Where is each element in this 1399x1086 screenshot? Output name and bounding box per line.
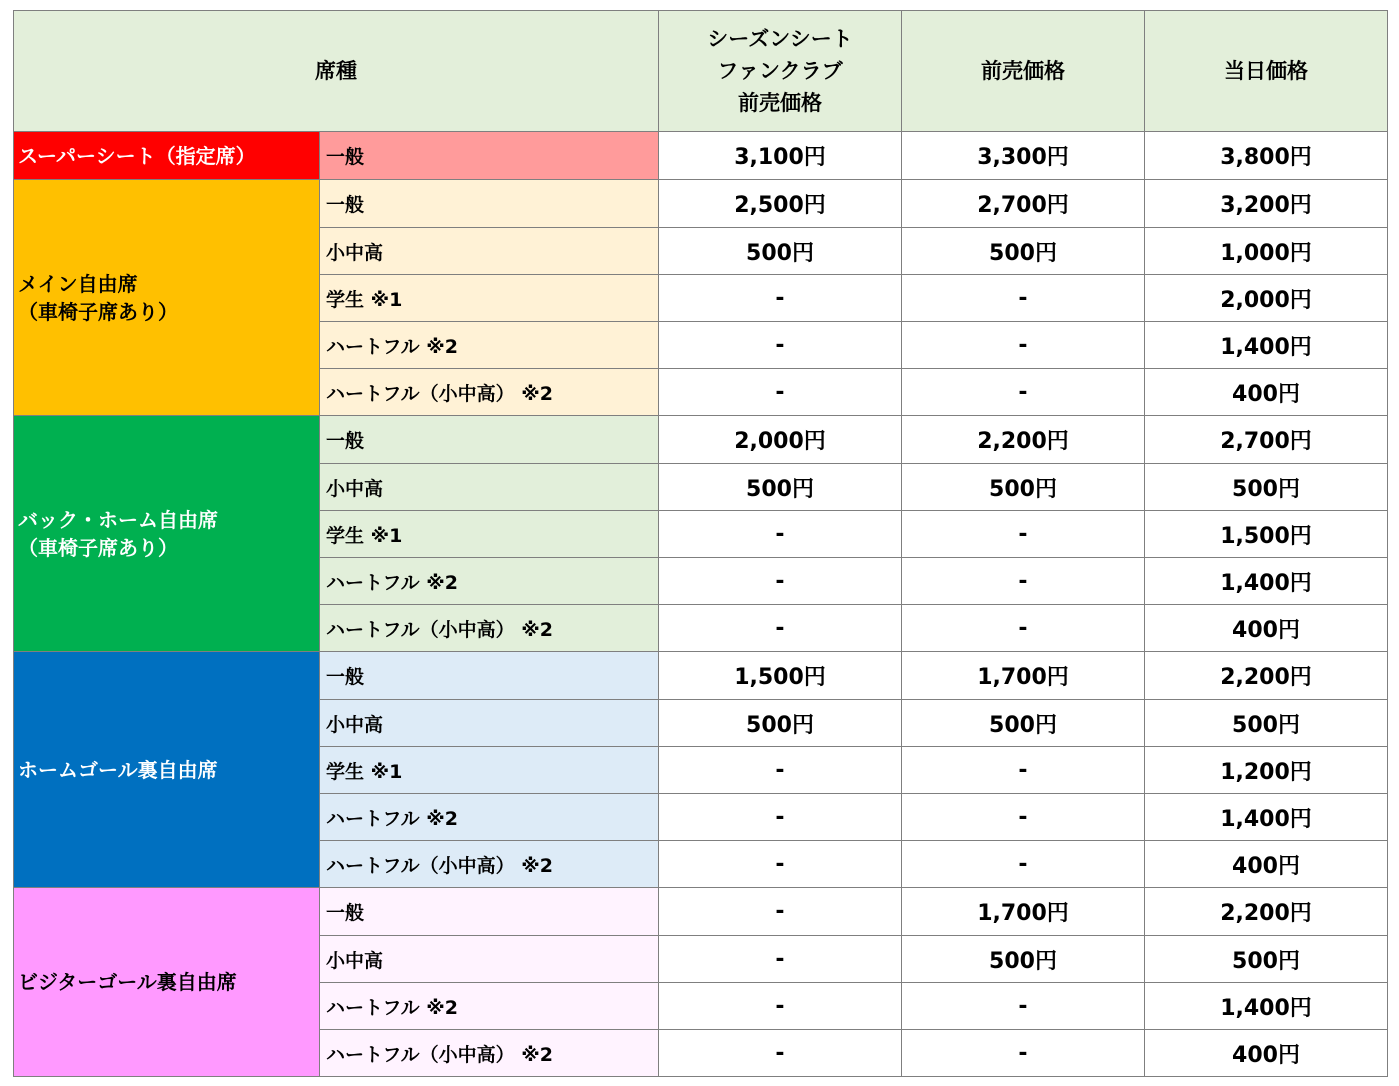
ticket-category: 一般 — [320, 416, 659, 464]
sameday-price-cell: 1,500円 — [1145, 511, 1388, 558]
sameday-price-cell: 3,200円 — [1145, 180, 1388, 228]
season-price-cell: - — [659, 322, 902, 369]
ticket-category: ハートフル（小中高） ※2 — [320, 841, 659, 888]
sameday-price-cell: 1,400円 — [1145, 558, 1388, 605]
ticket-category: 一般 — [320, 180, 659, 228]
advance-price-cell: 2,200円 — [902, 416, 1145, 464]
advance-price-cell: 3,300円 — [902, 132, 1145, 180]
sameday-price-cell: 2,200円 — [1145, 888, 1388, 936]
sameday-price-cell: 2,000円 — [1145, 275, 1388, 322]
advance-price-cell: - — [902, 322, 1145, 369]
advance-price-cell: - — [902, 558, 1145, 605]
season-price-cell: 500円 — [659, 700, 902, 747]
advance-price-cell: - — [902, 369, 1145, 416]
advance-price-cell: 500円 — [902, 700, 1145, 747]
ticket-category: 一般 — [320, 132, 659, 180]
table-row — [14, 180, 1388, 228]
header-advance-label: 前売価格 — [981, 59, 1065, 83]
seat-group-name — [14, 416, 320, 652]
ticket-category: 学生 ※1 — [320, 747, 659, 794]
header-sameday-price — [1145, 11, 1388, 132]
sameday-price-cell: 1,400円 — [1145, 322, 1388, 369]
season-price-cell: - — [659, 794, 902, 841]
sameday-price-cell: 1,000円 — [1145, 228, 1388, 275]
header-seat-type — [14, 11, 659, 132]
season-price-cell: - — [659, 1030, 902, 1077]
season-price-cell: - — [659, 841, 902, 888]
season-price-cell: - — [659, 936, 902, 983]
seat-group-name-line: （車椅子席あり） — [18, 535, 178, 560]
ticket-category: 小中高 — [320, 700, 659, 747]
header-season-price — [659, 11, 902, 132]
advance-price-cell: - — [902, 747, 1145, 794]
seat-group-name — [14, 652, 320, 888]
ticket-category: 小中高 — [320, 228, 659, 275]
season-price-cell: - — [659, 558, 902, 605]
ticket-category: ハートフル（小中高） ※2 — [320, 1030, 659, 1077]
seat-group-name-line: メイン自由席 — [18, 271, 138, 296]
season-price-cell: - — [659, 369, 902, 416]
season-price-cell: 2,000円 — [659, 416, 902, 464]
advance-price-cell: - — [902, 605, 1145, 652]
ticket-category: ハートフル ※2 — [320, 794, 659, 841]
header-season-line-3: 前売価格 — [738, 91, 822, 115]
sameday-price-cell: 2,700円 — [1145, 416, 1388, 464]
advance-price-cell: 2,700円 — [902, 180, 1145, 228]
season-price-cell: - — [659, 983, 902, 1030]
ticket-category: ハートフル（小中高） ※2 — [320, 605, 659, 652]
sameday-price-cell: 3,800円 — [1145, 132, 1388, 180]
ticket-category: 学生 ※1 — [320, 511, 659, 558]
ticket-category: ハートフル ※2 — [320, 322, 659, 369]
ticket-category: 一般 — [320, 652, 659, 700]
advance-price-cell: 1,700円 — [902, 652, 1145, 700]
advance-price-cell: - — [902, 1030, 1145, 1077]
season-price-cell: 500円 — [659, 228, 902, 275]
ticket-category: 小中高 — [320, 936, 659, 983]
season-price-cell: - — [659, 275, 902, 322]
ticket-category: ハートフル ※2 — [320, 558, 659, 605]
seat-group-name — [14, 888, 320, 1077]
ticket-category: ハートフル ※2 — [320, 983, 659, 1030]
advance-price-cell: 500円 — [902, 464, 1145, 511]
season-price-cell: - — [659, 747, 902, 794]
advance-price-cell: - — [902, 794, 1145, 841]
advance-price-cell: - — [902, 275, 1145, 322]
sameday-price-cell: 1,400円 — [1145, 983, 1388, 1030]
header-advance-price — [902, 11, 1145, 132]
advance-price-cell: 500円 — [902, 936, 1145, 983]
season-price-cell: - — [659, 605, 902, 652]
ticket-category: 一般 — [320, 888, 659, 936]
header-season-line-1: シーズンシート — [707, 27, 853, 51]
season-price-cell: 2,500円 — [659, 180, 902, 228]
sameday-price-cell: 400円 — [1145, 369, 1388, 416]
header-season-line-2: ファンクラブ — [717, 59, 843, 83]
sameday-price-cell: 400円 — [1145, 605, 1388, 652]
sameday-price-cell: 400円 — [1145, 841, 1388, 888]
sameday-price-cell: 500円 — [1145, 464, 1388, 511]
advance-price-cell: 1,700円 — [902, 888, 1145, 936]
seat-group-name-line: （車椅子席あり） — [18, 299, 178, 324]
table-row — [14, 652, 1388, 700]
sameday-price-cell: 1,400円 — [1145, 794, 1388, 841]
ticket-price-table — [13, 10, 1388, 1077]
table-row — [14, 132, 1388, 180]
header-seat-type-label: 席種 — [315, 59, 357, 83]
seat-group-name-line: ホームゴール裏自由席 — [18, 757, 218, 782]
seat-group-name — [14, 132, 320, 180]
table-row — [14, 888, 1388, 936]
advance-price-cell: 500円 — [902, 228, 1145, 275]
seat-group-name — [14, 180, 320, 416]
advance-price-cell: - — [902, 983, 1145, 1030]
season-price-cell: - — [659, 888, 902, 936]
header-row — [14, 11, 1388, 132]
table-body — [14, 11, 1388, 1077]
ticket-category: ハートフル（小中高） ※2 — [320, 369, 659, 416]
advance-price-cell: - — [902, 841, 1145, 888]
seat-group-name-line: バック・ホーム自由席 — [18, 507, 218, 532]
season-price-cell: 500円 — [659, 464, 902, 511]
header-sameday-label: 当日価格 — [1224, 59, 1308, 83]
seat-group-name-line: ビジターゴール裏自由席 — [18, 970, 237, 994]
season-price-cell: 3,100円 — [659, 132, 902, 180]
ticket-category: 学生 ※1 — [320, 275, 659, 322]
sameday-price-cell: 500円 — [1145, 936, 1388, 983]
ticket-category: 小中高 — [320, 464, 659, 511]
table-row — [14, 416, 1388, 464]
sameday-price-cell: 2,200円 — [1145, 652, 1388, 700]
sameday-price-cell: 500円 — [1145, 700, 1388, 747]
seat-group-name-line: スーパーシート（指定席） — [18, 143, 256, 168]
sameday-price-cell: 1,200円 — [1145, 747, 1388, 794]
season-price-cell: 1,500円 — [659, 652, 902, 700]
season-price-cell: - — [659, 511, 902, 558]
sameday-price-cell: 400円 — [1145, 1030, 1388, 1077]
advance-price-cell: - — [902, 511, 1145, 558]
